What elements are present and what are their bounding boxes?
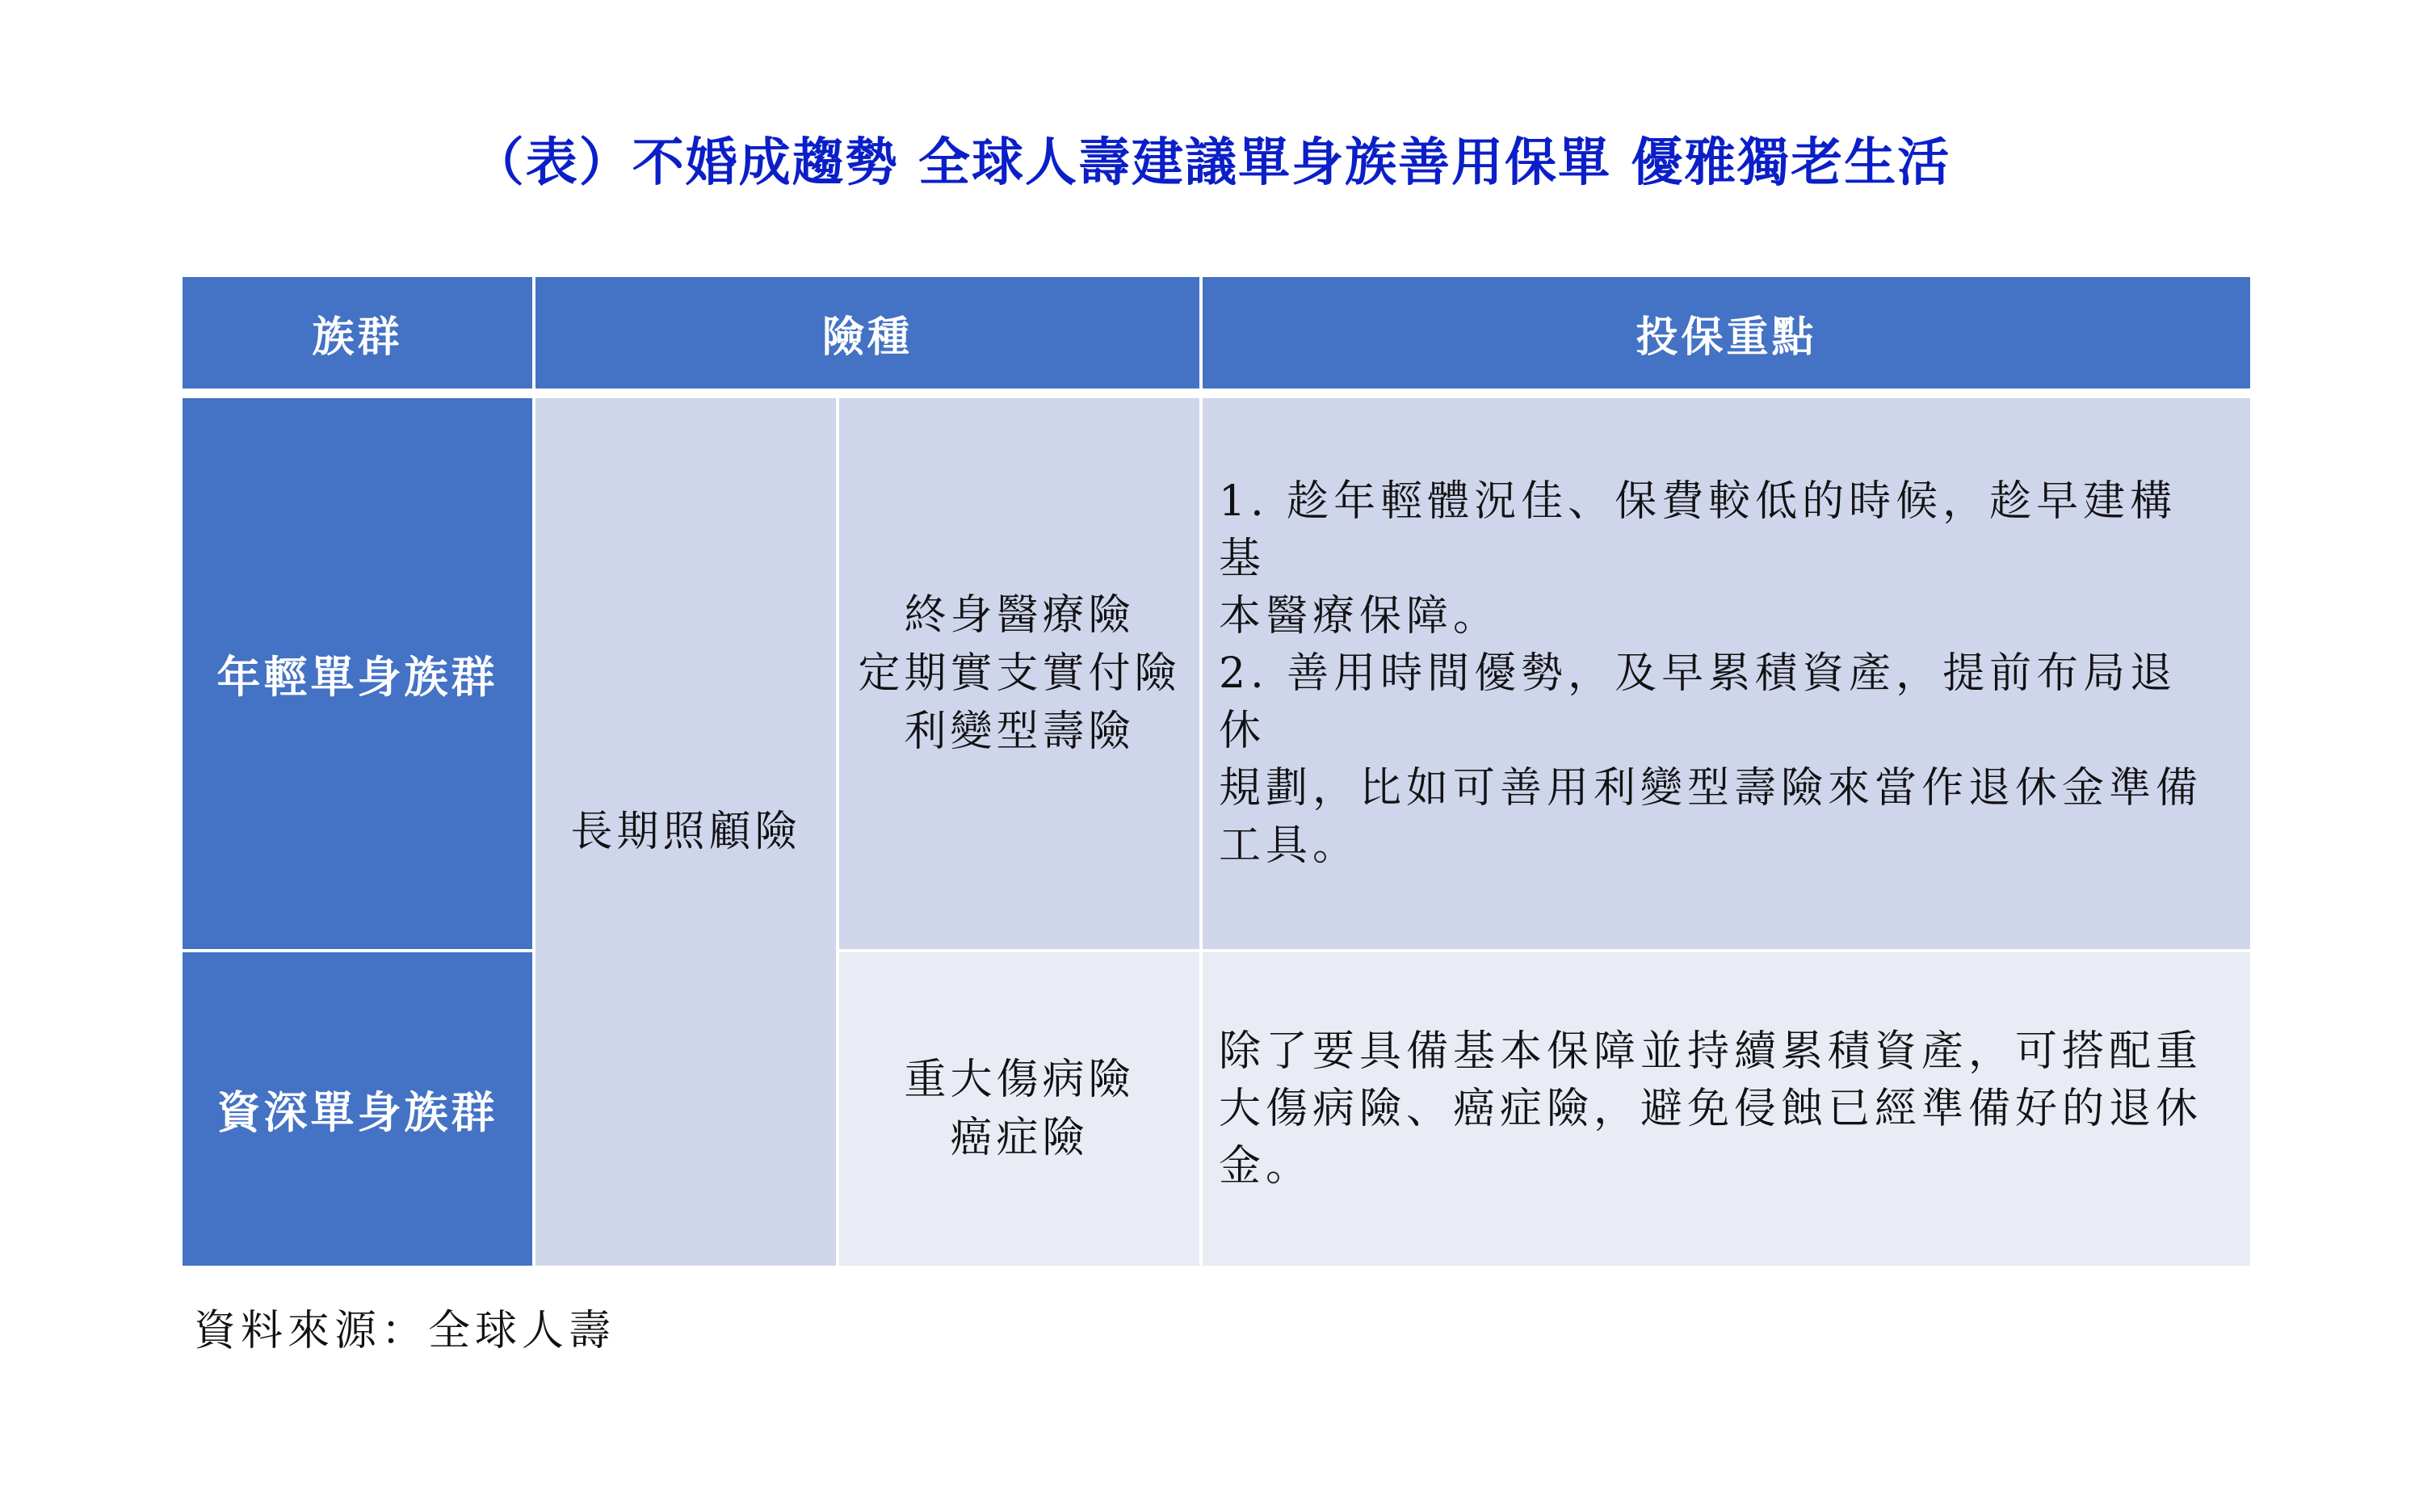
young-points-text: [1219, 473, 2218, 875]
group-young: [183, 398, 532, 949]
list-item: 終身醫療險: [904, 591, 1135, 640]
point-line: 本醫療保障。: [1219, 591, 1501, 640]
header-group: [183, 277, 532, 388]
point-line: 除了要具備基本保障並持續累積資產，可搭配重: [1219, 1027, 2203, 1076]
senior-insurance-cell: [839, 952, 1199, 1266]
header-insurance-type-label: 險種: [821, 312, 913, 362]
group-young-label: 年輕單身族群: [216, 650, 498, 703]
senior-points-cell: [1203, 952, 2250, 1266]
insurance-table: [183, 277, 2250, 1266]
list-item: 定期實支實付險: [858, 649, 1181, 698]
point-line: 2. 善用時間優勢，及早累積資產，提前布局退休: [1219, 649, 2177, 755]
header-insurance-type: [535, 277, 1199, 388]
point-line: 1. 趁年輕體況佳、保費較低的時候，趁早建構基: [1219, 477, 2177, 583]
list-item: 癌症險: [950, 1114, 1089, 1162]
list-item: 重大傷病險: [904, 1056, 1135, 1104]
shared-insurance-label: 長期照顧險: [570, 808, 801, 856]
senior-points-text: [1219, 1023, 2218, 1195]
page-title: （表）不婚成趨勢 全球人壽建議單身族善用保單 優雅獨老生活: [472, 132, 1951, 193]
young-insurance-cell: [839, 398, 1199, 949]
source-note: 資料來源：全球人壽: [194, 1307, 616, 1355]
point-line: 工具。: [1219, 821, 1360, 870]
group-senior-label: 資深單身族群: [216, 1086, 498, 1138]
young-points-cell: [1203, 398, 2250, 949]
header-group-label: 族群: [312, 312, 403, 362]
list-item: 利變型壽險: [904, 708, 1135, 756]
point-line: 規劃，比如可善用利變型壽險來當作退休金準備: [1219, 763, 2203, 813]
shared-insurance-cell: [535, 398, 836, 1266]
senior-insurance-list: [904, 1051, 1134, 1167]
point-line: 金。: [1219, 1141, 1313, 1191]
young-insurance-list: [858, 586, 1180, 761]
point-line: 大傷病險、癌症險，避免侵蝕已經準備好的退休: [1219, 1084, 2203, 1133]
header-key-points: [1203, 277, 2250, 388]
group-senior: [183, 952, 532, 1266]
header-key-points-label: 投保重點: [1636, 312, 1817, 362]
